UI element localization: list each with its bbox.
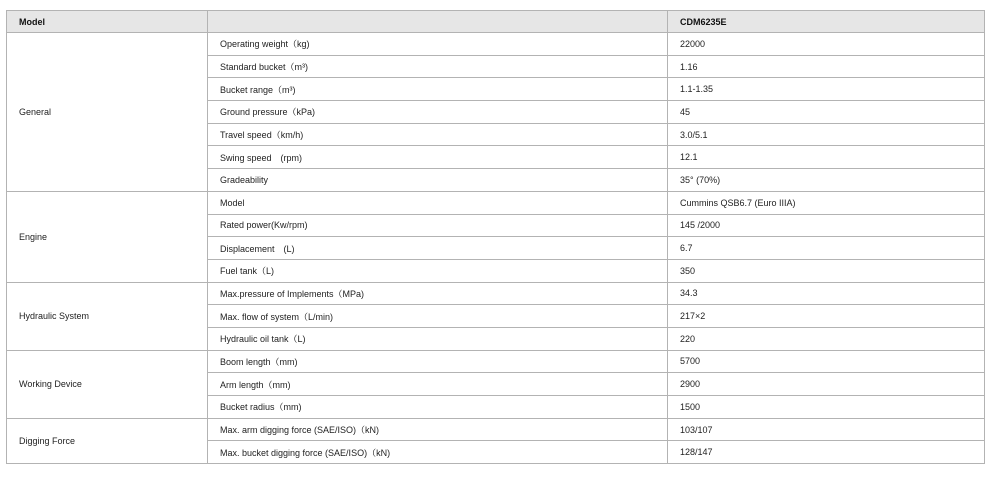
header-row (7, 11, 985, 33)
parameter-label: Operating weight（kg) (208, 33, 668, 56)
parameter-label: Swing speed (rpm) (208, 146, 668, 169)
parameter-value: 12.1 (668, 146, 985, 169)
parameter-label: Max. flow of system（L/min) (208, 305, 668, 328)
parameter-label: Standard bucket（m³) (208, 55, 668, 78)
parameter-value: 5700 (668, 350, 985, 373)
table-row (7, 350, 985, 373)
parameter-label: Boom length（mm) (208, 350, 668, 373)
parameter-value: Cummins QSB6.7 (Euro IIIA) (668, 191, 985, 214)
parameter-label: Bucket range（m³) (208, 78, 668, 101)
parameter-value: 35° (70%) (668, 169, 985, 192)
group-label: Hydraulic System (7, 282, 208, 350)
parameter-label: Ground pressure（kPa) (208, 101, 668, 124)
header-model-name: CDM6235E (668, 11, 985, 33)
parameter-value: 220 (668, 327, 985, 350)
spec-table (6, 10, 985, 464)
spec-table-body (7, 33, 985, 464)
table-row (7, 33, 985, 56)
table-row (7, 191, 985, 214)
parameter-value: 103/107 (668, 418, 985, 441)
group-label: Engine (7, 191, 208, 282)
parameter-label: Displacement (L) (208, 237, 668, 260)
parameter-value: 22000 (668, 33, 985, 56)
header-parameter (208, 11, 668, 33)
parameter-label: Max.pressure of Implements（MPa) (208, 282, 668, 305)
table-row (7, 418, 985, 441)
parameter-value: 34.3 (668, 282, 985, 305)
parameter-value: 45 (668, 101, 985, 124)
parameter-label: Bucket radius（mm) (208, 396, 668, 419)
header-model: Model (7, 11, 208, 33)
parameter-value: 145 /2000 (668, 214, 985, 237)
parameter-label: Travel speed（km/h) (208, 123, 668, 146)
parameter-value: 6.7 (668, 237, 985, 260)
group-label: General (7, 33, 208, 192)
parameter-value: 350 (668, 259, 985, 282)
parameter-label: Max. bucket digging force (SAE/ISO)（kN) (208, 441, 668, 464)
parameter-value: 3.0/5.1 (668, 123, 985, 146)
parameter-value: 1500 (668, 396, 985, 419)
parameter-value: 1.1-1.35 (668, 78, 985, 101)
parameter-label: Rated power(Kw/rpm) (208, 214, 668, 237)
parameter-value: 128/147 (668, 441, 985, 464)
parameter-label: Arm length（mm) (208, 373, 668, 396)
parameter-label: Gradeability (208, 169, 668, 192)
parameter-value: 1.16 (668, 55, 985, 78)
parameter-value: 217×2 (668, 305, 985, 328)
parameter-label: Model (208, 191, 668, 214)
parameter-label: Max. arm digging force (SAE/ISO)（kN) (208, 418, 668, 441)
parameter-label: Fuel tank（L) (208, 259, 668, 282)
group-label: Digging Force (7, 418, 208, 463)
parameter-value: 2900 (668, 373, 985, 396)
table-row (7, 282, 985, 305)
parameter-label: Hydraulic oil tank（L) (208, 327, 668, 350)
group-label: Working Device (7, 350, 208, 418)
